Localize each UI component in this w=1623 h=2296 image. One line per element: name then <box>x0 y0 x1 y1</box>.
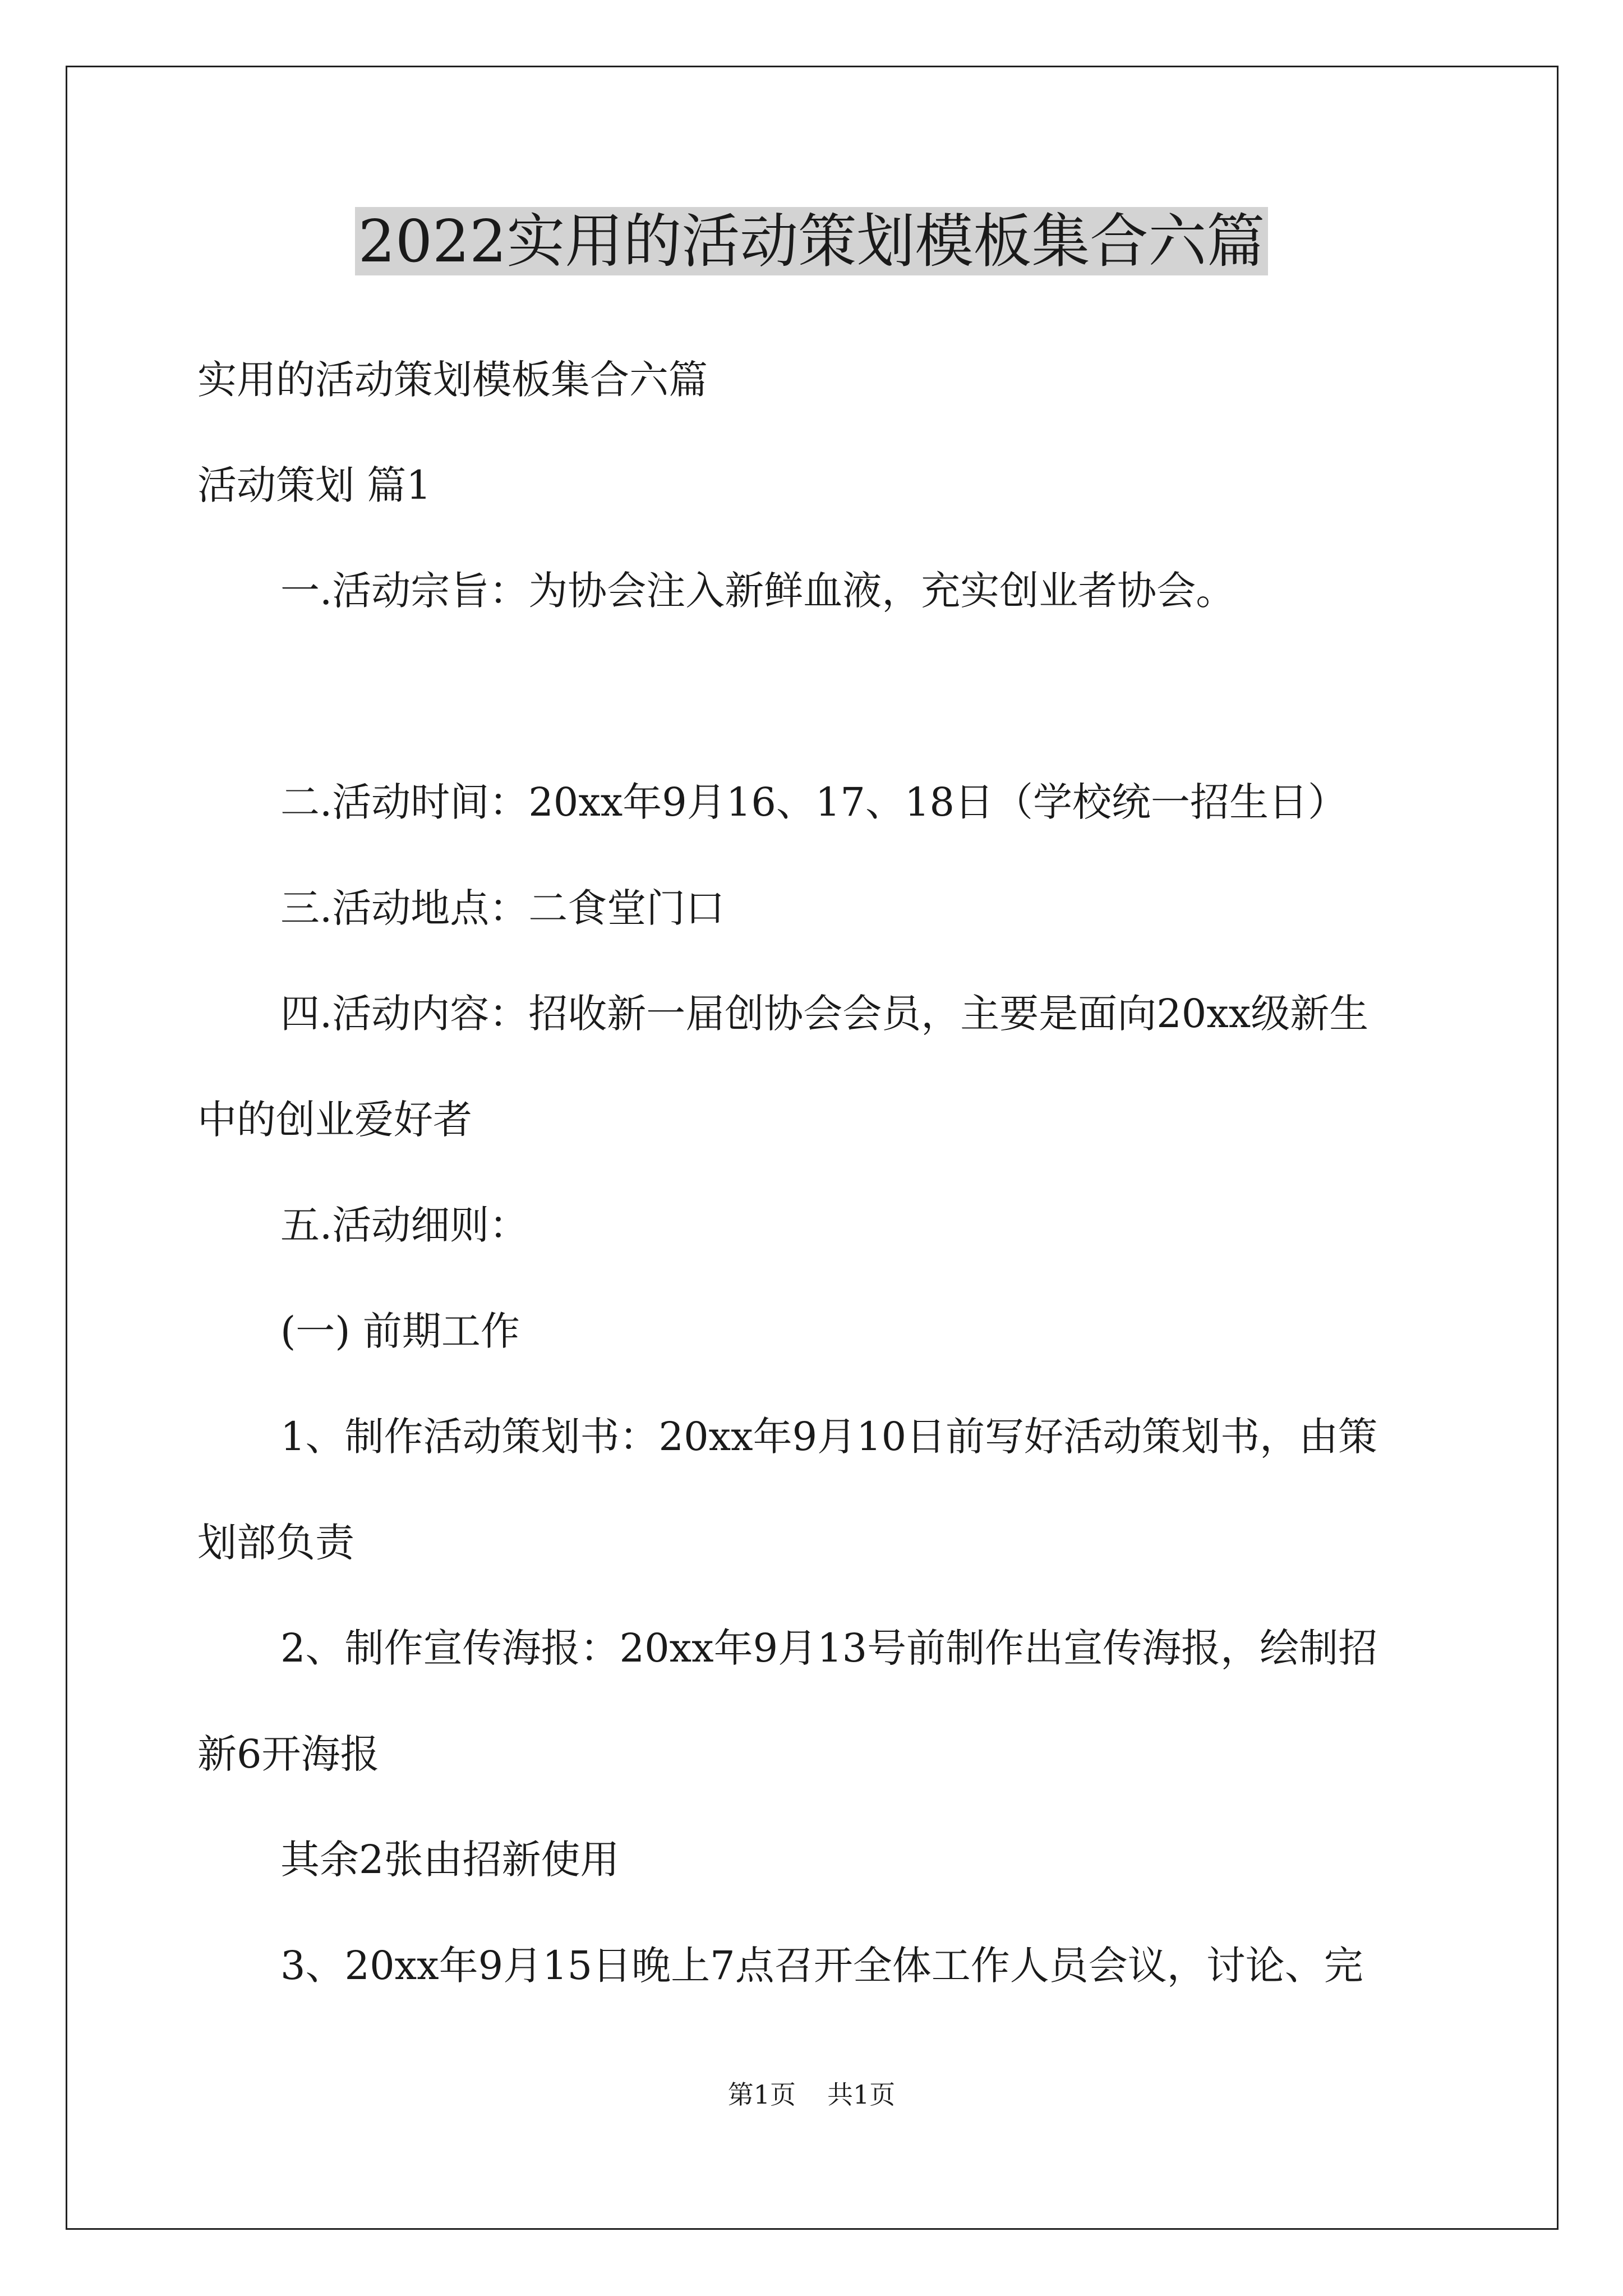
section-heading: 活动策划 篇1 <box>197 462 431 508</box>
page-total: 共1页 <box>827 2079 896 2110</box>
paragraph-line: 1、制作活动策划书：20xx年9月10日前写好活动策划书，由策 <box>280 1414 1378 1460</box>
paragraph-line: 2、制作宣传海报：20xx年9月13号前制作出宣传海报，绘制招 <box>280 1625 1378 1671</box>
paragraph-line: 一.活动宗旨：为协会注入新鲜血液，充实创业者协会。 <box>280 568 1235 614</box>
paragraph-line: 划部负责 <box>197 1520 354 1566</box>
paragraph-line: 3、20xx年9月15日晚上7点召开全体工作人员会议，讨论、完 <box>280 1943 1363 1989</box>
paragraph-line: 二.活动时间：20xx年9月16、17、18日（学校统一招生日） <box>280 779 1348 825</box>
paragraph-line: 中的创业爱好者 <box>197 1097 472 1143</box>
paragraph-line: 三.活动地点：二食堂门口 <box>280 885 725 931</box>
page-number: 第1页 <box>727 2079 796 2110</box>
paragraph-line: (一) 前期工作 <box>280 1308 520 1354</box>
paragraph-line: 其余2张由招新使用 <box>280 1837 620 1883</box>
page-footer <box>0 2078 1623 2111</box>
paragraph-line: 四.活动内容：招收新一届创协会会员，主要是面向20xx级新生 <box>280 991 1369 1037</box>
paragraph-line: 五.活动细则： <box>280 1202 529 1248</box>
subtitle-line: 实用的活动策划模板集合六篇 <box>197 357 708 403</box>
paragraph-line: 新6开海报 <box>197 1731 380 1777</box>
document-title: 2022实用的活动策划模板集合六篇 <box>0 202 1623 280</box>
